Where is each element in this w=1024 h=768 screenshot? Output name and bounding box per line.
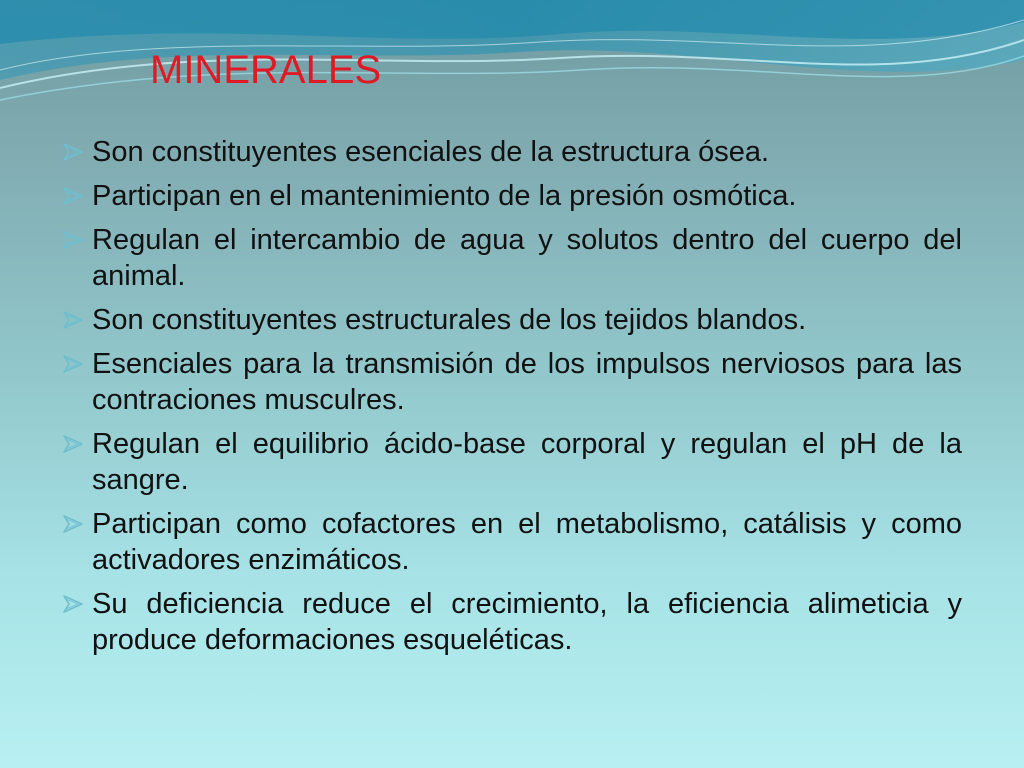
arrow-bullet-icon xyxy=(62,354,86,374)
bullet-item xyxy=(62,346,962,418)
bullet-text: Participan como cofactores en el metabolismo, catálisis y como activadores enzimáticos. xyxy=(92,508,962,576)
bullet-item xyxy=(62,426,962,498)
arrow-bullet-icon xyxy=(62,310,86,330)
arrow-bullet-icon xyxy=(62,434,86,454)
bullet-text: Regulan el equilibrio ácido-base corporal y regulan el pH de la sangre. xyxy=(92,428,962,496)
bullet-item xyxy=(62,586,962,658)
arrow-bullet-icon xyxy=(62,186,86,206)
bullet-item xyxy=(62,506,962,578)
bullet-text: Su deficiencia reduce el crecimiento, la eficiencia alimeticia y produce deformaciones esqueléticas. xyxy=(92,588,962,656)
bullet-text: Esenciales para la transmisión de los impulsos nerviosos para las contraciones musculres. xyxy=(92,348,962,416)
arrow-bullet-icon xyxy=(62,230,86,250)
bullet-text: Son constituyentes estructurales de los tejidos blandos. xyxy=(92,304,807,336)
arrow-bullet-icon xyxy=(62,514,86,534)
arrow-bullet-icon xyxy=(62,142,86,162)
bullet-text: Participan en el mantenimiento de la presión osmótica. xyxy=(92,180,797,212)
bullet-text: Regulan el intercambio de agua y solutos dentro del cuerpo del animal. xyxy=(92,224,962,292)
bullet-item xyxy=(62,178,962,214)
bullet-item xyxy=(62,302,962,338)
bullet-item xyxy=(62,134,962,170)
slide-title: MINERALES xyxy=(150,48,382,92)
arrow-bullet-icon xyxy=(62,594,86,614)
bullet-item xyxy=(62,222,962,294)
bullet-text: Son constituyentes esenciales de la estructura ósea. xyxy=(92,136,770,168)
bullet-list xyxy=(62,134,962,666)
